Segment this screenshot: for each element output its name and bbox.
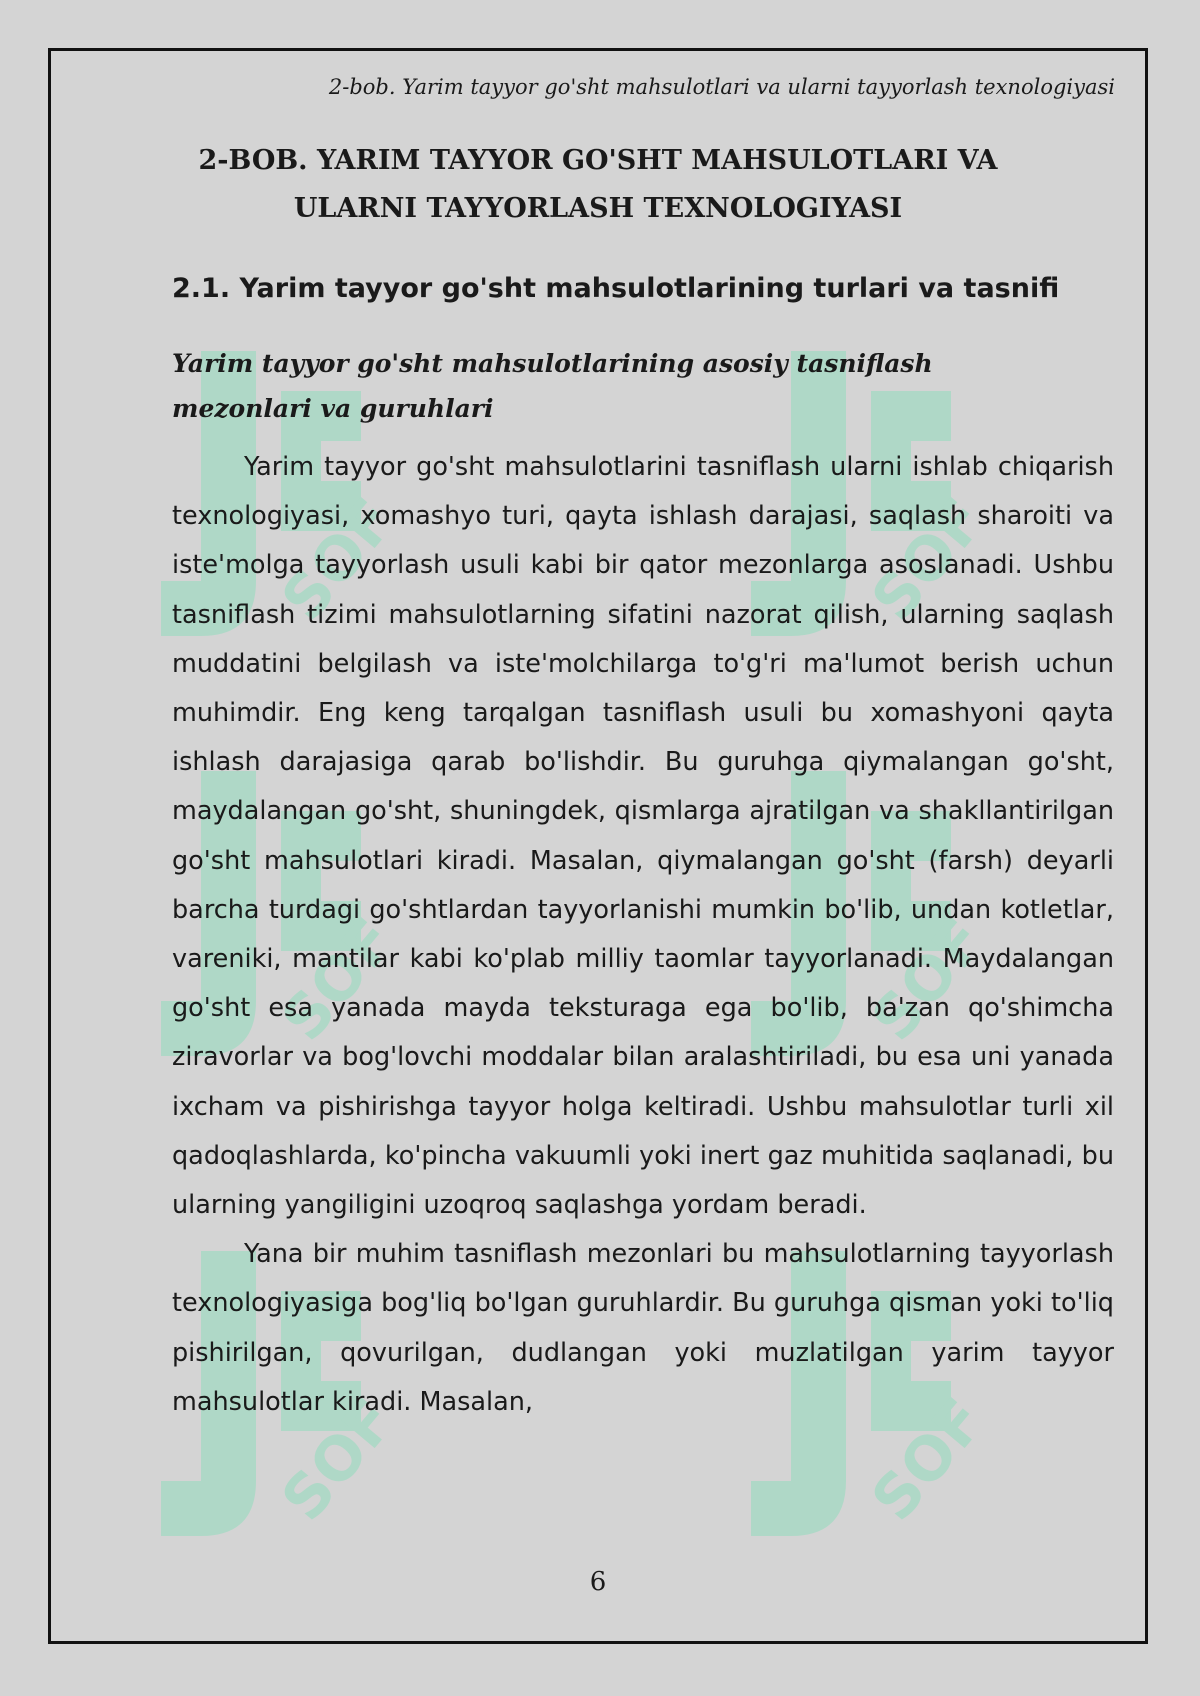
- body-text: [172, 443, 1114, 1427]
- chapter-title: [161, 137, 1035, 233]
- subsection-title-line: Yarim tayyor go'sht mahsulotlarining asosiy tasniflash: [172, 349, 933, 378]
- chapter-title-line: ULARNI TAYYORLASH TEXNOLOGIYASI: [293, 193, 903, 224]
- chapter-title-line: 2-BOB. YARIM TAYYOR GO'SHT MAHSULOTLARI VA: [198, 145, 998, 176]
- page-number: 6: [589, 1567, 607, 1597]
- subsection-title: [172, 341, 972, 431]
- paragraph: Yarim tayyor go'sht mahsulotlarini tasniflash ularni ishlab chiqarish texnologiyasi, xomashyo turi, qayta ishlash darajasi, saqlash sharoiti va iste'molga tayyorlash usuli kabi bir qator mezonlarga asoslanadi. Ushbu tasniflash tizimi mahsulotlarning sifatini nazorat qilish, ularning saqlash muddatini belgilash va iste'molchilarga to'g'ri ma'lumot berish uchun muhimdir. Eng keng tarqalgan tasniflash usuli bu xomashyoni qayta ishlash darajasiga qarab bo'lishdir. Bu guruhga qiymalangan go'sht, maydalangan go'sht, shuningdek, qismlarga ajratilgan va shakllantirilgan go'sht mahsulotlari kiradi. Masalan, qiymalangan go'sht (farsh) deyarli barcha turdagi go'shtlardan tayyorlanishi mumkin bo'lib, undan kotletlar, vareniki, mantilar kabi ko'plab milliy taomlar tayyorlanadi. Maydalangan go'sht esa yanada mayda teksturaga ega bo'lib, ba'zan qo'shimcha ziravorlar va bog'lovchi moddalar bilan aralashtiriladi, bu esa uni yanada ixcham va pishirishga tayyor holga keltiradi. Ushbu mahsulotlar turli xil qadoqlashlarda, ko'pincha vakuumli yoki inert gaz muhitida saqlanadi, bu ularning yangiligini uzoqroq saqlashga yordam beradi.: [172, 452, 1114, 1221]
- page-frame: [48, 48, 1148, 1644]
- running-header: 2-bob. Yarim tayyor go'sht mahsulotlari va ularni tayyorlash texnologiyasi: [328, 75, 1115, 99]
- subsection-title-line: mezonlari va guruhlari: [172, 394, 494, 423]
- paragraph: Yana bir muhim tasniflash mezonlari bu mahsulotlarning tayyorlash texnologiyasiga bog'liq bo'lgan guruhlardir. Bu guruhga qisman yoki to'liq pishirilgan, qovurilgan, dudlangan yoki muzlatilgan yarim tayyor mahsulotlar kiradi. Masalan,: [172, 1239, 1114, 1417]
- section-title: 2.1. Yarim tayyor go'sht mahsulotlarining turlari va tasnifi: [172, 273, 1060, 304]
